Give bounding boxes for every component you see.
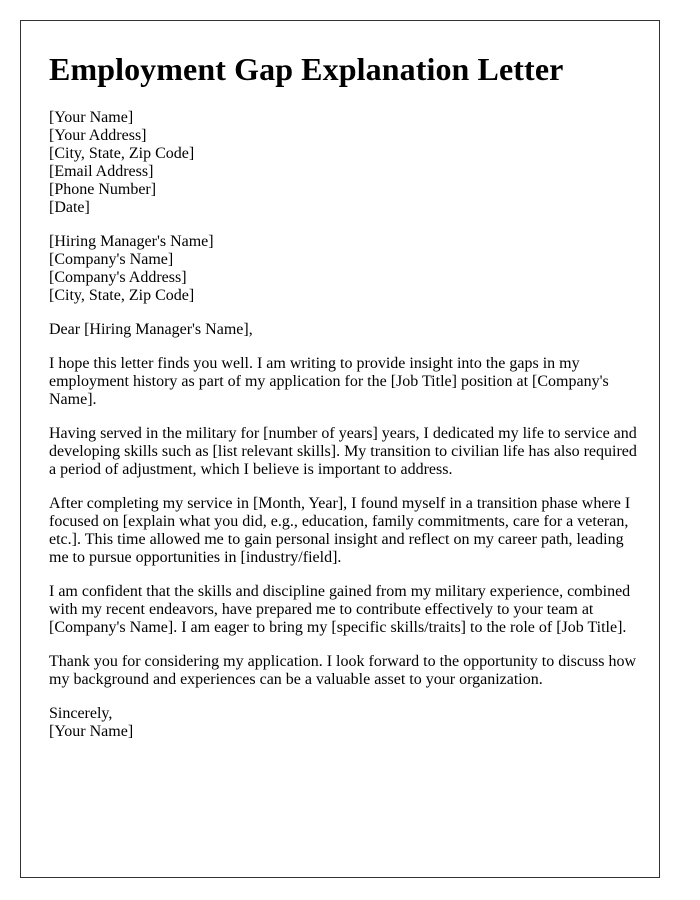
signature: [Your Name] <box>49 723 134 740</box>
paragraph-intro: I hope this letter finds you well. I am writing to provide insight into the gaps in my employment history as part of my application for the [Job Title] position at [Company's Name]. <box>49 355 609 408</box>
closing-block <box>49 705 639 741</box>
letter-page <box>20 20 660 878</box>
sender-name: [Your Name] <box>49 109 134 126</box>
sender-address: [Your Address] <box>49 127 147 144</box>
recipient-address: [Company's Address] <box>49 269 187 286</box>
recipient-city-state-zip: [City, State, Zip Code] <box>49 287 195 304</box>
sender-phone: [Phone Number] <box>49 181 157 198</box>
recipient-block <box>49 233 639 305</box>
closing: Sincerely, <box>49 705 113 722</box>
recipient-name: [Hiring Manager's Name] <box>49 233 214 250</box>
recipient-company: [Company's Name] <box>49 251 174 268</box>
paragraph-military-service: Having served in the military for [number of years] years, I dedicated my life to service and developing skills such as [list relevant skills]. My transition to civilian life has also required a period of adjustment, which I believe is important to address. <box>49 425 637 478</box>
sender-city-state-zip: [City, State, Zip Code] <box>49 145 195 162</box>
paragraph-transition: After completing my service in [Month, Year], I found myself in a transition phase where I focused on [explain what you did, e.g., education, family commitments, care for a veteran, etc.]. This time allowed me to gain personal insight and reflect on my career path, leading me to pursue opportunities in [industry/field]. <box>49 495 631 566</box>
sender-block <box>49 109 639 217</box>
paragraph-confidence: I am confident that the skills and discipline gained from my military experience, combined with my recent endeavors, have prepared me to contribute effectively to your team at [Company's Name]. I am eager to bring my [specific skills/traits] to the role of [Job Title]. <box>49 583 631 636</box>
letter-date: [Date] <box>49 199 90 216</box>
sender-email: [Email Address] <box>49 163 154 180</box>
paragraph-thanks: Thank you for considering my application. I look forward to the opportunity to discuss how my background and experiences can be a valuable asset to your organization. <box>49 653 637 688</box>
letter-title: Employment Gap Explanation Letter <box>49 51 564 87</box>
salutation: Dear [Hiring Manager's Name], <box>49 321 253 338</box>
letter-content <box>49 51 639 757</box>
